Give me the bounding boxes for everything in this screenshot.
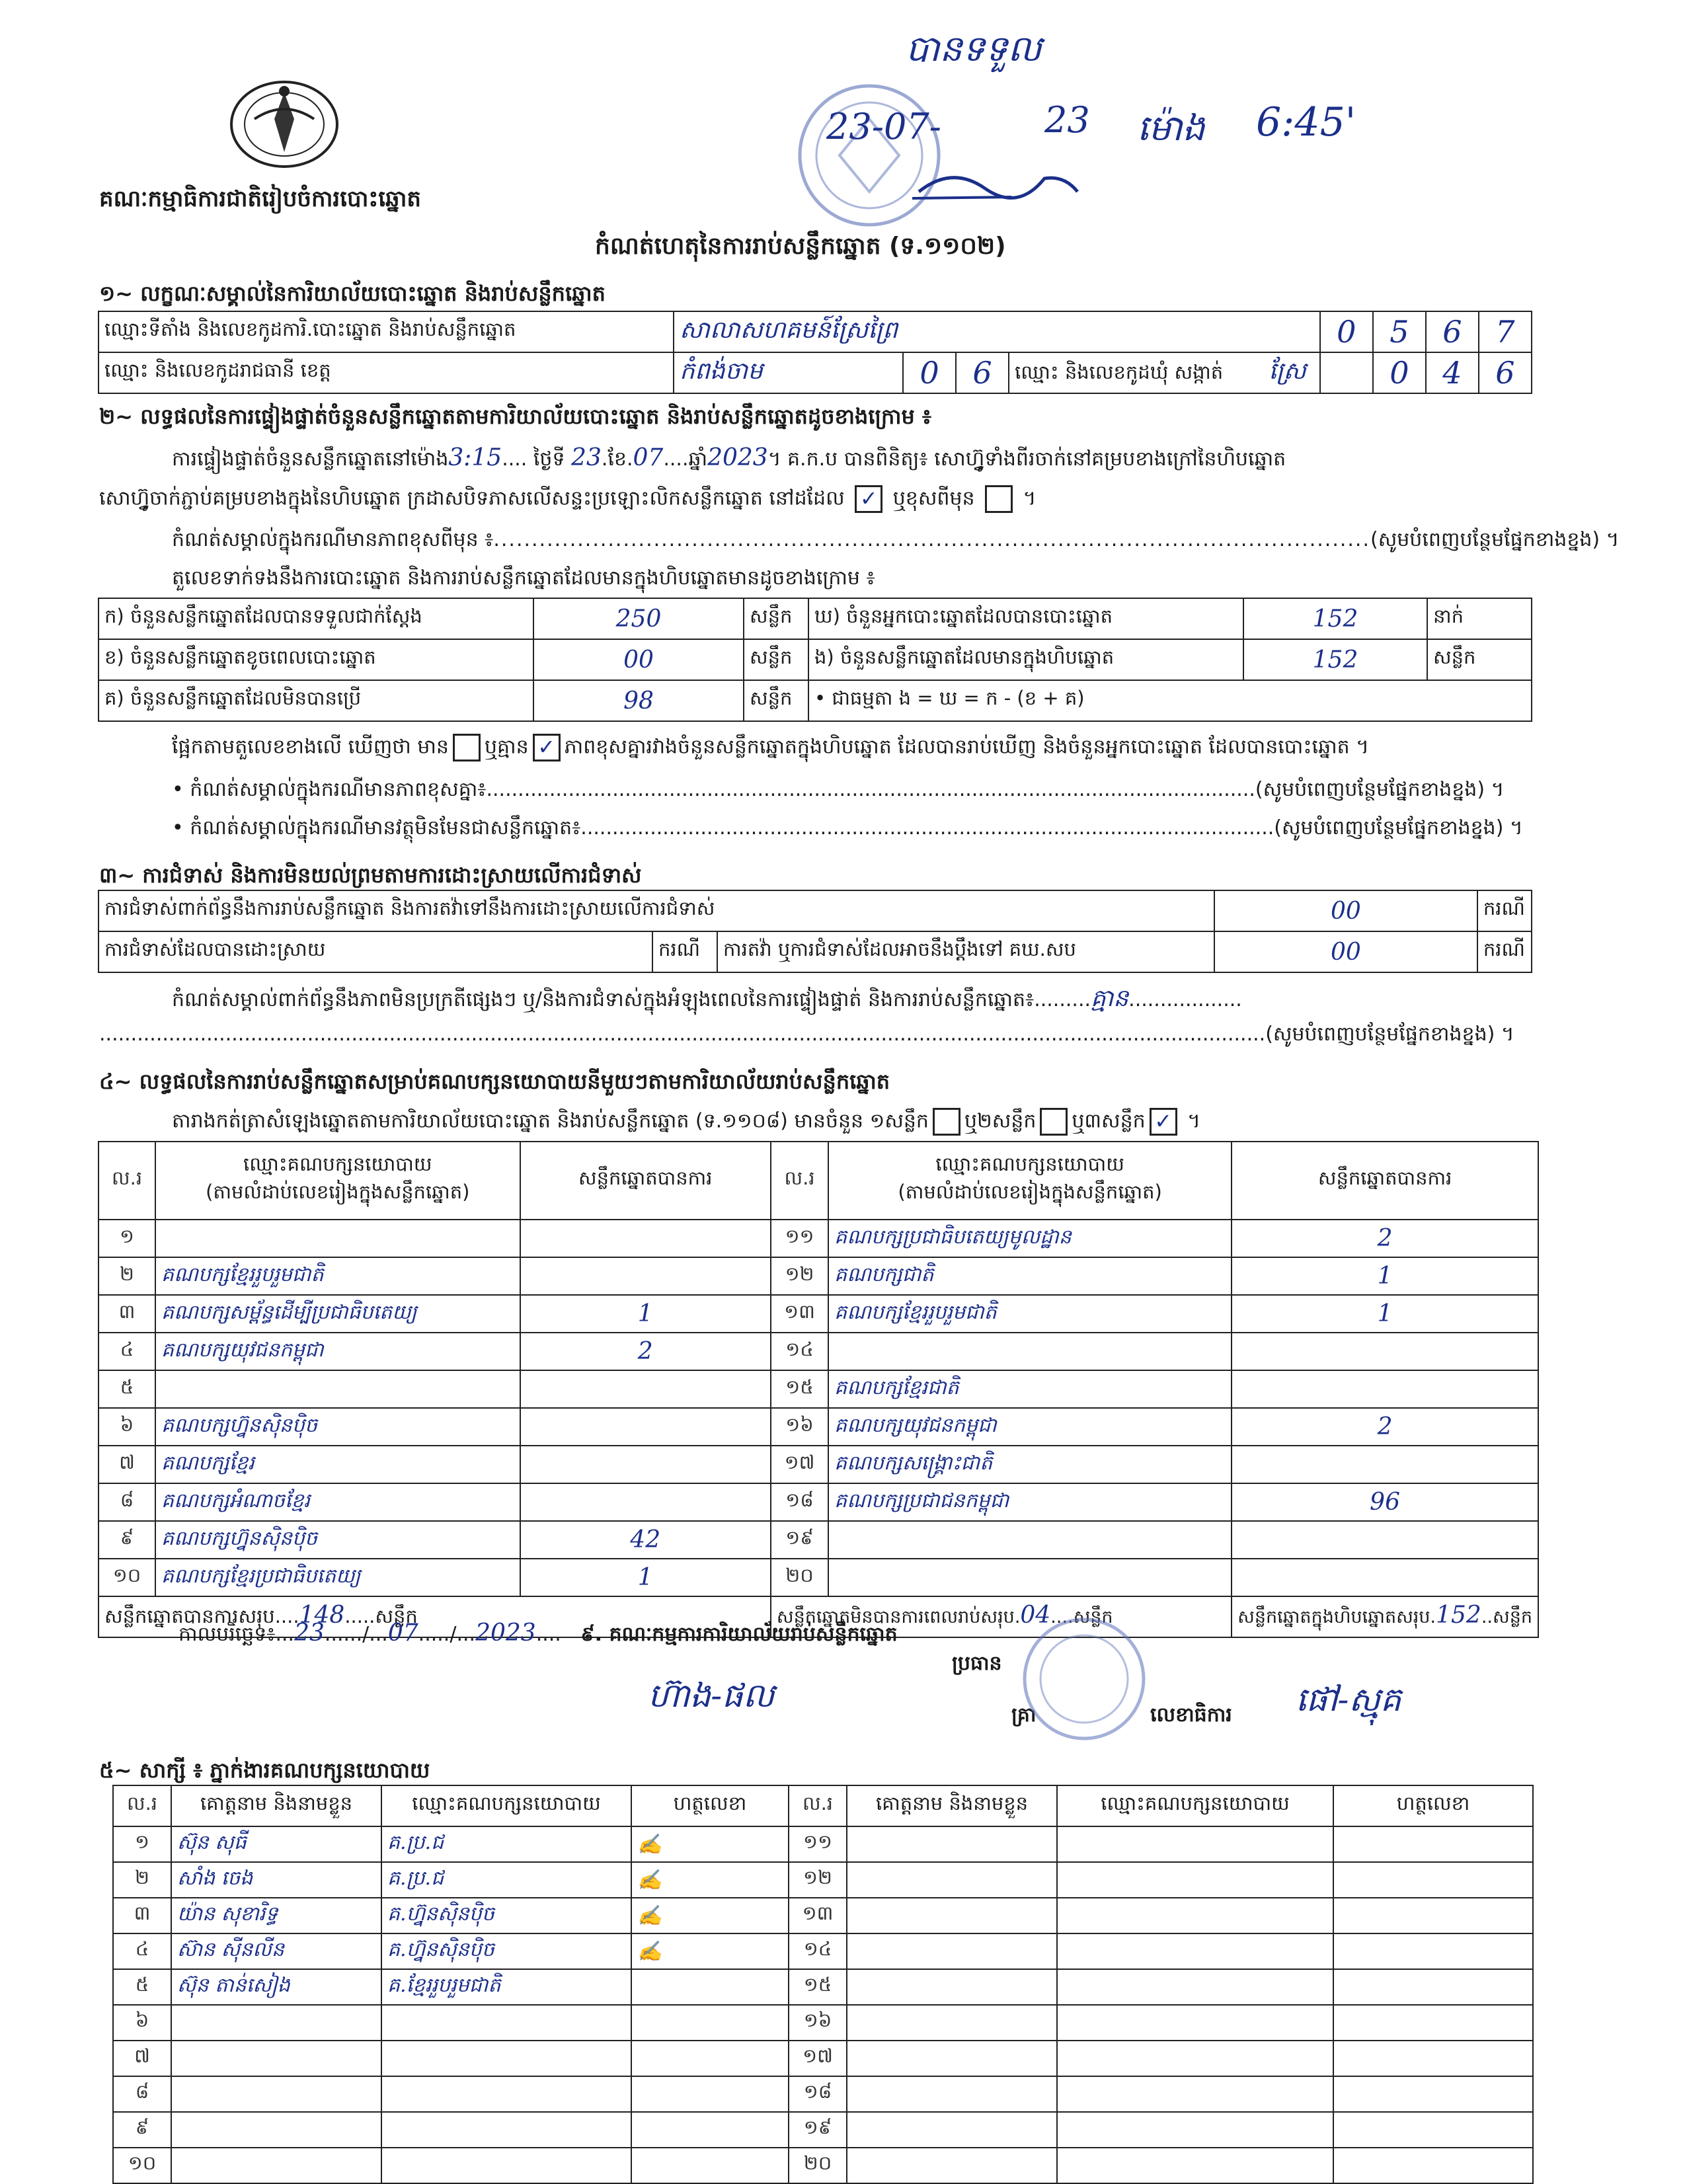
unit-label: សន្លឹក [1073,1607,1113,1627]
verification-line-1: ការផ្ទៀងផ្ទាត់ចំនួនសន្លឹកឆ្នោតនៅម៉ោង3:15.... ថ្ងៃទី 23.ខែ.07....ឆ្នាំ2023។ គ.ក.ប បានពិនិត្យ៖ សោហ្វ៊ូទាំងពីរចាក់នៅគម្របខាងក្រៅនៃហិបឆ្នោត [172,444,1286,471]
form-title: កំណត់ហេតុនៃការរាប់សន្លឹកឆ្នោត (ទ.១១០២) [595,233,1006,260]
row-number: ៧ [113,2041,171,2076]
row-number: ១៧ [771,1446,828,1483]
party-name: គណបក្សសម្ព័ន្ធដើម្បីប្រជាធិបតេយ្យ [155,1295,520,1333]
figures-intro: តួលេខទាក់ទងនឹងការបោះឆ្នោត និងការរាប់សន្លឹកឆ្នោតដែលមានក្នុងហិបឆ្នោតមានដូចខាងក្រោម ៖ [172,566,875,590]
stamp-year: 23 [1044,99,1090,141]
stamp-date: 23-07- [826,106,941,147]
received-ballots-value: 250 [533,598,744,639]
row-number: ៣ [113,1898,171,1933]
witness-signature [1333,2148,1533,2183]
table-row [113,1862,1533,1898]
witness-name [171,2005,381,2041]
row-number: ២ [113,1862,171,1898]
table-row [98,1257,1538,1295]
party-name: គណបក្សខ្មែរជាតិ [828,1370,1232,1408]
party-votes [520,1408,771,1446]
unit-label: នាក់ [1427,598,1532,639]
party-name: គណបក្សខ្មែរប្រជាធិបតេយ្យ [155,1559,520,1596]
party-votes [1232,1521,1538,1559]
table-row [98,1408,1538,1446]
witness-signature [631,2005,789,2041]
col-header-name: គោត្តនាម និងនាមខ្លួន [171,1785,381,1826]
row-number: ១៧ [789,2041,847,2076]
unused-ballots-value: 98 [533,680,744,721]
two-sheets-checkbox[interactable] [1040,1108,1068,1136]
section-4-heading: ៤~ លទ្ធផលនៃការរាប់សន្លឹកឆ្នោតសម្រាប់គណបក្សនយោបាយនីមួយៗតាមការិយាល័យរាប់សន្លឹកឆ្នោត [99,1069,890,1094]
row-number: ២ [98,1257,155,1295]
unit-label: សន្លឹក [375,1604,418,1627]
witness-signature [1333,2076,1533,2112]
witness-party [1057,2112,1333,2148]
party-name: គណបក្សយុវជនកម្ពុជា [828,1408,1232,1446]
witness-party [1057,1898,1333,1933]
col-header-party: ឈ្មោះគណបក្សនយោបាយ [1057,1785,1333,1826]
province-label: ឈ្មោះ និងលេខកូដរាជធានី ខេត្ត [98,352,674,393]
row-number: ១ [113,1826,171,1862]
table-row [113,1826,1533,1862]
row-number: ៤ [113,1933,171,1969]
row-number: ១៦ [771,1408,828,1446]
committee-stamp [1018,1613,1150,1745]
witness-party: គ.ហ្វ៊ុនស៊ិនប៉ិច [381,1898,631,1933]
witness-party: គ.ហ្វ៊ុនស៊ិនប៉ិច [381,1933,631,1969]
witness-name [171,2112,381,2148]
col-header-party: ឈ្មោះគណបក្សនយោបាយ [381,1785,631,1826]
row-number: ១៥ [789,1969,847,2005]
witness-party: គ.ប្រ.ជ [381,1826,631,1862]
row-number: ២០ [771,1559,828,1596]
valid-total-value: 148 [299,1601,345,1629]
row-number: ១៩ [789,2112,847,2148]
row-number: ១៨ [771,1483,828,1521]
witness-signature: ✍ [631,1898,789,1933]
stamp-received: បានទទួល [906,28,1042,69]
col-header-no: ល.រ [771,1142,828,1220]
table-row [98,1220,1538,1257]
col-header-party: ឈ្មោះគណបក្សនយោបាយ [935,1153,1124,1175]
row-number: ១៩ [771,1521,828,1559]
table-row [113,2076,1533,2112]
row-number: ១៦ [789,2005,847,2041]
commune-label: ឈ្មោះ និងលេខកូដឃុំ សង្កាត់ [1015,360,1224,383]
party-results-table: ល.រ ឈ្មោះគណបក្សនយោបាយ (តាមលំដាប់លេខរៀងក្នុងសន្លឹកឆ្នោត) សន្លឹកឆ្នោតបានការ ល.រ ឈ្មោះគណបក្សនយោបាយ (តាមលំដាប់លេខរៀងក្នុងសន្លឹកឆ្នោត) សន្លឹកឆ្នោតបានការ ១ ១១ គណបក្សប្រជាធិបតេយ្យមូលដ្ឋាន 2 ២ គណបក្សខ្មែររួបរួមជាតិ ១២ គណបក្សជាតិ 1 ៣ គណបក្សសម្ព័ន្ធដើម្បីប្រជាធិបតេយ្យ 1 ១៣ គណបក្សខ្មែររួបរួមជាតិ 1 ៤ គណបក្សយុវជនកម្ពុជា 2 ១៤ ៥ ១៥ គណបក្សខ្មែរជាតិ ៦ គណបក្សហ្វ៊ុនស៊ិនប៉ិច ១៦ គណបក្សយុវជនកម្ពុជា 2 ៧ គណបក្សខ្មែរ ១៧ គណបក្សសង្គ្រោះជាតិ ៨ គណបក្សអំណាចខ្មែរ ១៨ គណបក្សប្រជាជនកម្ពុជា 96 ៩ គណបក្សហ្វ៊ុនស៊ិនប៉ិច 42 ១៩ ១០ គណបក្សខ្មែរប្រជាធិបតេយ្យ 1 ២០ សន្លឹកឆ្នោតបានការសរុប....148.....សន្លឹក សន្លឹកឆ្នោតមិនបានការពេលរាប់សរុប.04....សន្លឹក សន្លឹកឆ្នោតក្នុងហិបឆ្នោតសរុប.152..សន្លឹក [98,1141,1539,1638]
witness-name [847,2005,1057,2041]
spoiled-ballots-value: 00 [533,639,744,680]
party-votes: 1 [1232,1257,1538,1295]
col-header-signature: ហត្ថលេខា [631,1785,789,1826]
table-row [113,2005,1533,2041]
row-number: ១១ [789,1826,847,1862]
witness-signature [1333,1898,1533,1933]
party-votes: 96 [1232,1483,1538,1521]
witness-signature [631,2076,789,2112]
complaints-label: ការជំទាស់ពាក់ព័ន្ធនឹងការរាប់សន្លឹកឆ្នោត និងការតវ៉ាទៅនឹងការដោះស្រាយលើការជំទាស់ [98,890,1214,931]
witness-name [847,2041,1057,2076]
witness-name: ស៊ុន សុធី [171,1826,381,1862]
resolved-complaints-label: ការជំទាស់ដែលបានដោះស្រាយ [98,931,652,972]
appealed-complaints-label: ការតវ៉ា ឬការជំទាស់ដែលអាចនឹងប្តឹងទៅ គឃ.សប [717,931,1214,972]
row-number: ១៤ [789,1933,847,1969]
province-code-digit: 0 [903,352,956,393]
station-code-digit: 0 [1320,311,1373,352]
witness-signature [631,1969,789,2005]
witness-name: ស៊ាន ស៊ីនលីន [171,1933,381,1969]
col-header-no: ល.រ [98,1142,155,1220]
party-name [828,1521,1232,1559]
row-number: ៩ [98,1521,155,1559]
different-checkbox[interactable] [985,485,1013,513]
col-header-votes: សន្លឹកឆ្នោតបានការ [520,1142,771,1220]
table-row [113,2148,1533,2183]
table-row [98,1295,1538,1333]
row-number: ១៣ [771,1295,828,1333]
row-number: ៨ [113,2076,171,2112]
row-number: ១ [98,1220,155,1257]
party-votes [520,1257,771,1295]
polling-station-table [98,311,1532,394]
row-number: ១១ [771,1220,828,1257]
col-header-party-note: (តាមលំដាប់លេខរៀងក្នុងសន្លឹកឆ្នោត) [898,1181,1162,1203]
witness-signature [1333,1862,1533,1898]
row-number: ១៤ [771,1333,828,1370]
party-votes: 2 [1232,1408,1538,1446]
witness-name: យ៉ាន សុខារិទ្ធ [171,1898,381,1933]
table-row [98,1559,1538,1596]
row-number: ៧ [98,1446,155,1483]
witness-name [171,2148,381,2183]
table-row [113,2112,1533,2148]
row-number: ៤ [98,1333,155,1370]
voters-value: 152 [1243,598,1427,639]
col-header-signature: ហត្ថលេខា [1333,1785,1533,1826]
witness-name: សាំង ចេង [171,1862,381,1898]
party-name: គណបក្សអំណាចខ្មែរ [155,1483,520,1521]
witness-name [847,1969,1057,2005]
party-votes: 42 [520,1521,771,1559]
witness-party [381,2005,631,2041]
party-name: គណបក្សខ្មែររួបរួមជាតិ [155,1257,520,1295]
witness-signature [1333,2041,1533,2076]
witness-party [1057,1826,1333,1862]
witness-party: គ.ខ្មែររួបរួមជាតិ [381,1969,631,2005]
member-label: គ្រា [1011,1703,1037,1727]
witness-party [1057,1862,1333,1898]
table-row [98,1483,1538,1521]
section-5-heading: ៥~ សាក្សី ៖ ភ្នាក់ងារគណបក្សនយោបាយ [99,1758,430,1783]
witness-party [1057,2148,1333,2183]
witness-signature [631,2112,789,2148]
station-code-digit: 5 [1373,311,1426,352]
row-number: ៨ [98,1483,155,1521]
complaints-table [98,890,1532,973]
table-row [98,1521,1538,1559]
row-number: ៣ [98,1295,155,1333]
org-name: គណៈកម្មាធិការជាតិរៀបចំការបោះឆ្នោត [99,186,422,212]
witness-signature: ✍ [631,1826,789,1862]
witness-name [847,2076,1057,2112]
table-row [98,1446,1538,1483]
col-header-no: ល.រ [113,1785,171,1826]
difference-note: កំណត់សម្គាល់ក្នុងករណីមានភាពខុសពីមុន ៖...................................................................................................................(សូមបំពេញបន្ថែមផ្នែកខាងខ្នង) ។ [172,528,1620,551]
party-name: គណបក្សសង្គ្រោះជាតិ [828,1446,1232,1483]
nec-emblem [225,73,344,172]
same-checkbox[interactable]: ✓ [855,485,882,513]
witness-party [381,2112,631,2148]
formula-note: • ជាធម្មតា ង = ឃ = ក - (ខ + គ) [808,680,1532,721]
witness-name [847,2148,1057,2183]
invalid-total-value: 04 [1020,1602,1051,1629]
unused-ballots-label: គ) ចំនួនសន្លឹកឆ្នោតដែលមិនបានប្រើ [98,680,533,721]
row-number: ១៥ [771,1370,828,1408]
unit-label: សន្លឹក [744,639,808,680]
station-code-digit: 7 [1479,311,1532,352]
discrepancy-note: • កំណត់សម្គាល់ក្នុងករណីមានភាពខុសគ្នា៖..........................................................................................................................(សូមបំពេញបន្ថែមផ្នែកខាងខ្នង) ។ [172,778,1505,801]
row-number: ១២ [771,1257,828,1295]
no-discrepancy-checkbox[interactable]: ✓ [533,734,561,761]
row-number: ១៣ [789,1898,847,1933]
table-row [113,1969,1533,2005]
party-name [828,1333,1232,1370]
voters-label: ឃ) ចំនួនអ្នកបោះឆ្នោតដែលបានបោះឆ្នោត [808,598,1243,639]
row-number: ៥ [113,1969,171,2005]
row-number: ១៨ [789,2076,847,2112]
valid-total-label: សន្លឹកឆ្នោតបានការសរុប [104,1604,275,1627]
party-name: គណបក្សហ្វ៊ុនស៊ិនប៉ិច [155,1408,520,1446]
party-votes: 1 [520,1295,771,1333]
one-sheet-checkbox[interactable] [933,1108,960,1136]
box-total-label: សន្លឹកឆ្នោតក្នុងហិបឆ្នោតសរុប [1237,1607,1430,1627]
received-ballots-label: ក) ចំនួនសន្លឹកឆ្នោតដែលបានទទួលជាក់ស្តែង [98,598,533,639]
commune-code-digit: 6 [1479,352,1532,393]
chair-signature: ហ៊ាង-ផល [648,1676,775,1715]
witness-signature [1333,2112,1533,2148]
spoiled-ballots-label: ខ) ចំនួនសន្លឹកឆ្នោតខូចពេលបោះឆ្នោត [98,639,533,680]
section-1-heading: ១~ លក្ខណៈសម្គាល់នៃការិយាល័យបោះឆ្នោត និងរាប់សន្លឹកឆ្នោត [99,281,606,306]
ballots-in-box-label: ង) ចំនួនសន្លឹកឆ្នោតដែលមានក្នុងហិបឆ្នោត [808,639,1243,680]
col-header-party-note: (តាមលំដាប់លេខរៀងក្នុងសន្លឹកឆ្នោត) [206,1181,470,1203]
party-votes [520,1446,771,1483]
commune-code-digit: 4 [1426,352,1479,393]
row-number: ៥ [98,1370,155,1408]
province-value: កំពង់ចាម [674,352,903,393]
unit-label: សន្លឹក [1427,639,1532,680]
complaints-value: 00 [1214,890,1477,931]
witness-signature [631,2041,789,2076]
station-name-value: សាលាសហគមន៍ស្រែព្រៃ [674,311,1320,352]
box-total-value: 152 [1436,1602,1481,1629]
party-name [155,1220,520,1257]
witness-party [1057,2005,1333,2041]
unit-label: ករណី [1477,890,1532,931]
party-name [155,1370,520,1408]
witness-party: គ.ប្រ.ជ [381,1862,631,1898]
witness-signature [1333,1933,1533,1969]
discrepancy-line: ផ្អែកតាមតួលេខខាងលើ ឃើញថា មាន ឬគ្មាន ✓ ភាពខុសគ្នារវាងចំនួនសន្លឹកឆ្នោតក្នុងហិបឆ្នោត ដែលបានរាប់ឃើញ និងចំនួនអ្នកបោះឆ្នោត ដែលបានបោះឆ្នោត ។ [172,734,1369,761]
witness-party [381,2041,631,2076]
party-votes: 2 [1232,1220,1538,1257]
section-3-heading: ៣~ ការជំទាស់ និងការមិនយល់ព្រមតាមការដោះស្រាយលើការជំទាស់ [99,863,642,888]
irregularity-continue: .........................................................................................................................................................................................(សូមបំពេញបន្ថែមផ្នែកខាងខ្នង) ។ [99,1023,1514,1046]
witness-name [847,1898,1057,1933]
row-number: ១២ [789,1862,847,1898]
unit-label: ករណី [652,931,717,972]
row-number: ៦ [98,1408,155,1446]
row-number: ១០ [113,2148,171,2183]
table-row [113,1933,1533,1969]
appealed-complaints-value: 00 [1214,931,1477,972]
row-number: ៦ [113,2005,171,2041]
witness-signature: ✍ [631,1933,789,1969]
table-row [113,1898,1533,1933]
party-votes [1232,1446,1538,1483]
ballots-in-box-value: 152 [1243,639,1427,680]
station-name-label: ឈ្មោះទីតាំង និងលេខកូដការិ.បោះឆ្នោត និងរាប់សន្លឹកឆ្នោត [98,311,674,352]
section-2-heading: ២~ លទ្ធផលនៃការផ្ទៀងផ្ទាត់ចំនួនសន្លឹកឆ្នោតតាមការិយាល័យបោះឆ្នោត និងរាប់សន្លឹកឆ្នោតដូចខាងក្រោម ៖ [99,404,931,429]
col-header-votes: សន្លឹកឆ្នោតបានការ [1232,1142,1538,1220]
irregularity-note: កំណត់សម្គាល់ពាក់ព័ន្ធនឹងភាពមិនប្រក្រតីផ្សេងៗ ឬ/និងការជំទាស់ក្នុងអំឡុងពេលនៃការផ្ទៀងផ្ទាត់ និងការរាប់សន្លឹកឆ្នោត៖.........គ្មាន.................. [172,985,1242,1012]
witness-name [847,1826,1057,1862]
party-votes [520,1370,771,1408]
party-votes: 1 [520,1559,771,1596]
witness-name [171,2041,381,2076]
witness-name [171,2076,381,2112]
commune-code-digit: 0 [1373,352,1426,393]
non-ballot-note: • កំណត់សម្គាល់ក្នុងករណីមានវត្ថុមិនមែនជាសន្លឹកឆ្នោត៖..............................................................................................................(សូមបំពេញបន្ថែមផ្នែកខាងខ្នង) ។ [172,816,1523,839]
witness-party [381,2076,631,2112]
party-name: គណបក្សប្រជាធិបតេយ្យមូលដ្ឋាន [828,1220,1232,1257]
party-votes: 1 [1232,1295,1538,1333]
party-name: គណបក្សជាតិ [828,1257,1232,1295]
col-header-name: គោត្តនាម និងនាមខ្លួន [847,1785,1057,1826]
col-header-no: ល.រ [789,1785,847,1826]
vote-figures-table [98,598,1532,722]
party-name: គណបក្សប្រជាជនកម្ពុជា [828,1483,1232,1521]
table-row [98,1370,1538,1408]
party-votes [520,1220,771,1257]
row-number: ២០ [789,2148,847,2183]
party-votes [520,1483,771,1521]
party-votes [1232,1333,1538,1370]
witness-name: ស៊ុន តាន់សៀង [171,1969,381,2005]
witness-signature: ✍ [631,1862,789,1898]
witness-signature [1333,2005,1533,2041]
witness-signature [1333,1826,1533,1862]
witness-party [1057,2076,1333,2112]
unit-label: ករណី [1477,931,1532,972]
witness-party [381,2148,631,2183]
invalid-total-label: សន្លឹកឆ្នោតមិនបានការពេលរាប់សរុប [776,1607,1015,1627]
unit-label: សន្លឹក [744,598,808,639]
witness-name [847,1933,1057,1969]
witness-signature [1333,1969,1533,2005]
col-header-party: ឈ្មោះគណបក្សនយោបាយ [243,1153,432,1175]
witness-name [847,2112,1057,2148]
party-name [828,1559,1232,1596]
verification-line-2: សោហ្វ៊ូចាក់ភ្ជាប់គម្របខាងក្នុងនៃហិបឆ្នោត ក្រដាសបិទភាសលើសន្ទះប្រឡោះលិកសន្លឹកឆ្នោត នៅដដែល ✓ ឬខុសពីមុន ។ [99,485,1036,513]
commune-value: ស្រែ [1269,357,1306,385]
row-number: ១០ [98,1559,155,1596]
witness-name [847,1862,1057,1898]
row-number: ៩ [113,2112,171,2148]
party-votes: 2 [520,1333,771,1370]
party-votes [1232,1559,1538,1596]
station-code-digit: 6 [1426,311,1479,352]
table-row [98,1333,1538,1370]
stamp-signature [912,159,1084,212]
province-code-digit: 6 [956,352,1009,393]
has-discrepancy-checkbox[interactable] [453,734,481,761]
party-name: គណបក្សខ្មែរ [155,1446,520,1483]
witness-party [1057,1933,1333,1969]
tally-sheet-line: តារាងកត់ត្រាសំឡេងឆ្នោតតាមការិយាល័យបោះឆ្នោត និងរាប់សន្លឹកឆ្នោត (ទ.១១០៨) មានចំនួន ១សន្លឹក ឬ២សន្លឹក ឬ៣សន្លឹក ✓ ។ [172,1108,1200,1136]
witness-party [1057,2041,1333,2076]
three-sheets-checkbox[interactable]: ✓ [1150,1108,1177,1136]
stamp-time: 6:45' [1256,99,1356,145]
stamp-time-label: ម៉ោង [1137,107,1205,149]
table-row [113,2041,1533,2076]
witness-signature [631,2148,789,2183]
party-votes [1232,1370,1538,1408]
witness-table [112,1785,1534,2184]
chair-label: ប្រធាន [952,1652,1002,1675]
unit-label: សន្លឹក [1493,1607,1532,1627]
party-name: គណបក្សខ្មែររួបរួមជាតិ [828,1295,1232,1333]
secretary-label: លេខាធិការ [1150,1703,1232,1727]
party-name: គណបក្សយុវជនកម្ពុជា [155,1333,520,1370]
date-line: កាលបរិច្ឆេទ៖...23....../...07...../...2023.... ៩. គណៈកម្មការការិយាល័យរាប់សន្លឹកឆ្នោត [178,1619,898,1647]
secretary-signature: ផៅ-ស្មុគ [1296,1680,1401,1719]
witness-party [1057,1969,1333,2005]
party-name: គណបក្សហ្វ៊ុនស៊ិនប៉ិច [155,1521,520,1559]
unit-label: សន្លឹក [744,680,808,721]
